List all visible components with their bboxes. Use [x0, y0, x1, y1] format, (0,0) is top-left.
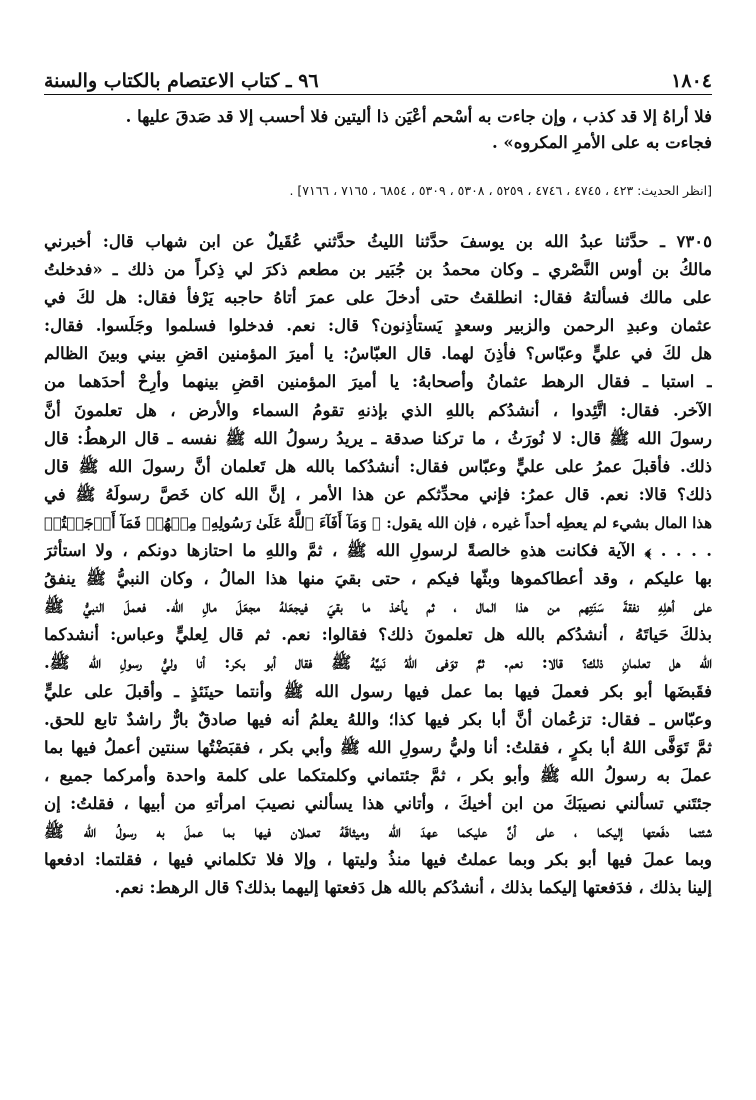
text-line: الله هل تعلمانِ ذلك؟ قالا: نعم. ثمَّ توَفى اللهُ نَبيَّهُ ﷺ فقال أبو بكر: أنا وليُّ رسولِ الله ﷺ. — [44, 653, 712, 673]
text-line: فلا أراهُ إلا قد كذب ، وإن جاءت به أسْحم أعْيَن ذا أليتين فلا أحسب إلا قد صَدقَ عليها . — [125, 107, 712, 126]
running-title: ٩٦ ـ كتاب الاعتصام بالكتاب والسنة — [44, 70, 319, 92]
page-number: ١٨٠٤ — [671, 70, 712, 92]
text-line: وعبّاس ـ فقال: تزعُمان أنَّ أبا بكر فيها كذا؛ واللهُ يعلمُ أنه فيها صادقٌ بارٌّ راشدٌ تابع للحق. — [44, 709, 712, 729]
page-header — [44, 58, 712, 92]
text-line: هل لكَ في عليٍّ وعبّاس؟ فأذِنَ لهما. قال العبّاسُ: يا أميرَ المؤمنين اقضِ بيني وبينَ الظالم — [44, 344, 712, 364]
text-line: ثمَّ تَوَفَّى اللهُ أبا بكرٍ ، فقلتُ: أنا وليُّ رسولِ الله ﷺ وأبي بكر ، فقبَضْتُها سنتين أعملُ فيها بما — [44, 737, 712, 757]
hadith-cross-references: [انظر الحديث: ٤٢٣ ، ٤٧٤٥ ، ٤٧٤٦ ، ٥٢٥٩ ، ٥٣٠٨ ، ٥٣٠٩ ، ٦٨٥٤ ، ٧١٦٥ ، ٧١٦٦] . — [289, 183, 712, 198]
previous-hadith-ending — [44, 104, 712, 156]
text-line: ذلك؟ قالا: نعم. قال عمرُ: فإني محدِّثكم عن هذا الأمر ، إنَّ الله كان خَصَّ رسولَهُ ﷺ في — [44, 484, 712, 504]
text-line: ذلك. فأقبلَ عمرُ على عليٍّ وعبّاس فقال: أنشدُكما بالله هل تَعلمان أنَّ رسولَ الله ﷺ قال — [44, 456, 712, 476]
text-line: إلينا بذلك ، فدَفعتها إليكما بذلك ، أنشدُكم بالله هل دَفعتها إليهما بذلك؟ قال الرهط: نعم. — [114, 878, 712, 898]
text-line: جئتَني تسألني نصيبَكَ من ابن أخيكَ ، وأتاني هذا يسألني نصيبَ امرأتهِ من أبيها ، فقلتُ: إن — [44, 793, 712, 813]
text-line: فجاءت به على الأمرِ المكروه» . — [491, 133, 712, 152]
text-line: بها عليكم ، وقد أعطاكموها وبثّها فيكم ، حتى بقيَ منها هذا المالُ ، وكان النبيُّ ﷺ ينفقُ — [44, 569, 712, 589]
text-line: فقَبضَها أبو بكر فعملَ فيها بما عمل فيها رسول الله ﷺ وأنتما حينَئذٍ ـ وأقبلَ على عليٍّ — [44, 681, 712, 701]
text-line: ٧٣٠٥ ـ حدَّثنا عبدُ الله بن يوسفَ حدَّثنا الليثُ حدَّثني عُقَيلٌ عن ابن شهاب قال: أخبرني — [44, 232, 712, 251]
text-line: عملَ به رسولُ الله ﷺ وأبو بكر ، ثمَّ جئتماني وكلمتكما على كلمة واحدة وأمركما جميع ، — [44, 765, 712, 785]
text-line: على أهلِهِ نفقةَ سَنَتِهم من هذا المال ، ثم يأخذ ما بقيَ فيجعَلهُ مجعَلَ مالِ الله. فعملَ النبيُّ ﷺ — [44, 597, 712, 617]
text-line: رسولَ الله ﷺ قال: لا نُورَثُ ، ما تركنا صدقة ـ يريدُ رسولُ الله ﷺ نفسه ـ قال الرهطُ: قال — [44, 428, 712, 448]
text-line: عثمان وعبدِ الرحمن والزبير وسعدٍ يَستأذِنون؟ قال: نعم. فدخلوا فسلموا وجَلَسوا. فقال: — [44, 316, 712, 336]
header-rule — [44, 94, 712, 95]
hadith-7305 — [44, 228, 712, 902]
text-line: شئتما دفَعتها إليكما ، على أنَّ عليكما عهدَ الله وميثاقَهُ تعملان فيها بما عملَ به رسولُ الله ﷺ — [44, 821, 712, 841]
text-line: ـ استبا ـ فقال الرهط عثمانُ وأصحابهُ: يا أميرَ المؤمنين اقضِ بينهما وأرِحْ أحدَهما من — [44, 372, 712, 392]
text-line: . . . . ﴾ الآية فكانت هذهِ خالصةً لرسولِ الله ﷺ ، ثمَّ واللهِ ما احتازها دونكم ، ولا استأثرَ — [44, 541, 712, 561]
text-line: وبما عملَ فيها أبو بكر وبما عملتُ فيها منذُ وليتها ، وإلا فلا تكلماني فيها ، فقلتما: ادفعها — [44, 850, 712, 870]
quran-verse-line: هذا المال بشيء لم يعطِه أحداً غيره ، فإن الله يقول: ﴿ وَمَآ أَفَآءَ ٱللَّهُ عَلَىٰ رَسُولِهِۦ مِنۡهُمۡ فَمَآ أَوۡجَفۡتُمۡ — [44, 513, 712, 532]
text-line: الآخر. فقال: اتَّئِدوا ، أنشدُكم باللهِ الذي بإذنهِ تقومُ السماء والأرض ، هل تعلمونَ أنَّ — [44, 400, 712, 420]
text-line: بذلكَ حَياتَهُ ، أنشدُكم بالله هل تعلمونَ ذلك؟ فقالوا: نعم. ثم قال لِعليٍّ وعباس: أنشدكما — [44, 625, 712, 645]
text-line: على مالك فسألتهُ فقال: انطلقتُ حتى أدخلَ على عمرَ أتاهُ حاجبه يَرْفأ فقال: هل لكَ في — [44, 288, 712, 308]
text-line: مالكُ بن أوس النَّصْري ـ وكان محمدُ بن جُبَير بن مطعم ذكرَ لي ذِكراً من ذلك ـ «فدخلتُ — [44, 260, 712, 280]
